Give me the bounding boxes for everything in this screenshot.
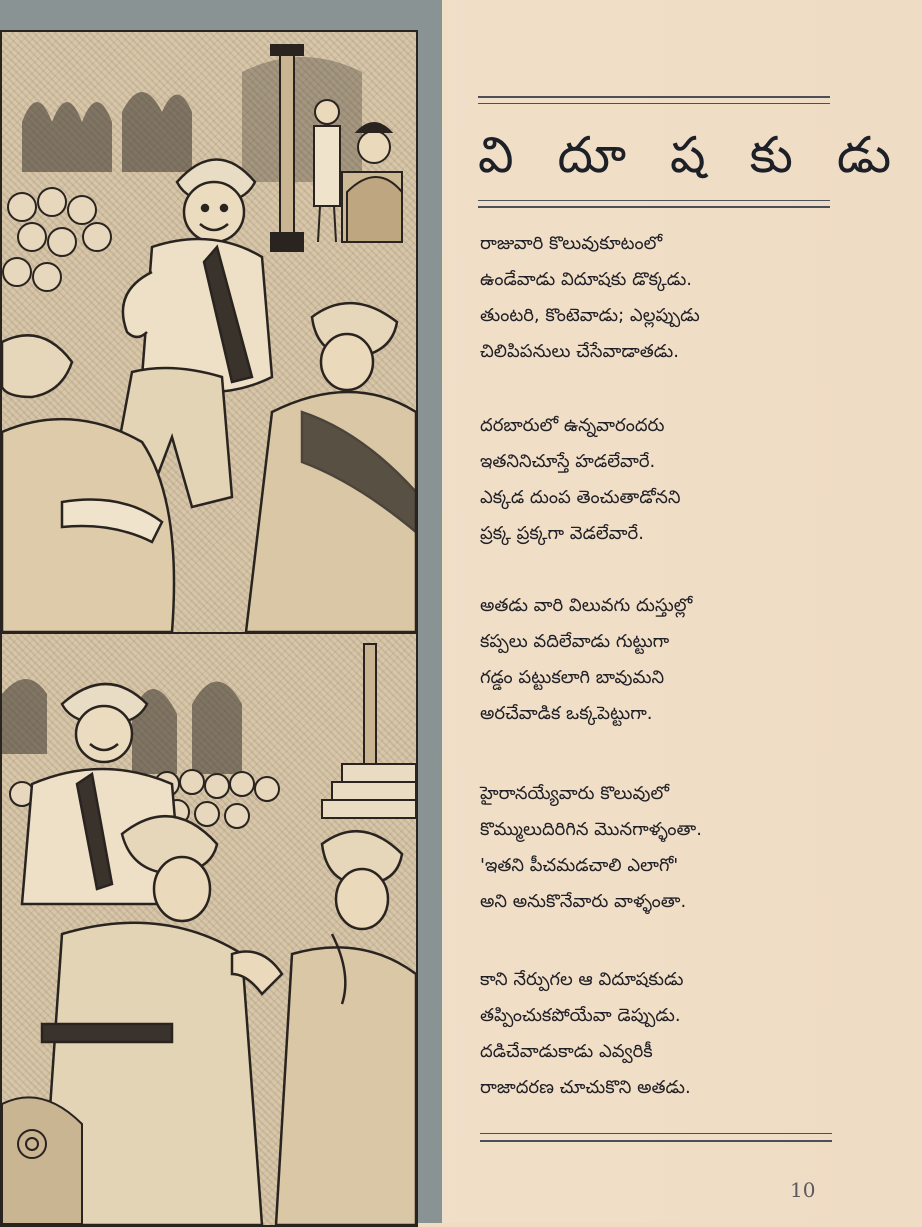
poem-line: కప్పలు వదిలేవాడు గుట్టుగా <box>480 631 670 652</box>
poem-line: దడిచేవాడుకాడు ఎవ్వరికీ <box>480 1041 653 1062</box>
poem-line: ఎక్కడ దుంప తెంచుతాడోనని <box>480 487 681 508</box>
poem-line: తుంటరి, కొంటెవాడు; ఎల్లప్పుడు <box>480 305 700 326</box>
poem-line: ఇతనినిచూస్తే హడలేవారే. <box>480 451 656 472</box>
title-rule-bottom-thin <box>478 200 830 201</box>
illustration-column <box>0 0 442 1223</box>
title-rule-top <box>478 96 830 98</box>
stanza-2 <box>480 408 840 552</box>
courtiers-drawing <box>2 634 416 1225</box>
poem-line: అరచేవాడిక ఒక్కపెట్టుగా. <box>480 703 653 724</box>
poem-line: తప్పించుకపోయేవా డెప్పుడు. <box>480 1005 681 1026</box>
poem-line: అతడు వారి విలువగు దుస్తుల్లో <box>480 595 693 616</box>
poem-line: గడ్డం పట్టుకలాగి బావుమని <box>480 667 665 688</box>
poem-line: ఉండేవాడు విదూషకు డొక్కడు. <box>480 269 693 290</box>
title-rule-bottom <box>478 206 830 208</box>
illustration-top-court-scene <box>0 30 418 634</box>
poem-title: వి దూ ష కు డు <box>478 126 906 184</box>
page-number: 10 <box>790 1178 816 1202</box>
stanza-3 <box>480 588 840 732</box>
poem-line: 'ఇతని పీచమడచాలి ఎలాగో' <box>480 855 679 876</box>
poem-line: కొమ్ములుదిరిగిన మొనగాళ్ళంతా. <box>480 819 702 840</box>
poem-line: దరబారులో ఉన్నవారందరు <box>480 415 665 436</box>
illustration-bottom-court-scene <box>0 632 418 1227</box>
poem-line: రాజువారి కొలువుకూటంలో <box>480 233 663 254</box>
stanza-4 <box>480 776 840 920</box>
poem-line: కాని నేర్పుగల ఆ విదూషకుడు <box>480 969 684 990</box>
stanza-1 <box>480 226 840 370</box>
poem-line: రాజాదరణ చూచుకొని అతడు. <box>480 1077 691 1098</box>
poem-line: హైరానయ్యేవారు కొలువులో <box>480 783 669 804</box>
stanza-5 <box>480 962 840 1106</box>
title-rule-top-thin <box>478 103 830 104</box>
court-jester-drawing <box>2 32 416 632</box>
poem-line: ప్రక్క ప్రక్కగా వెడలేవారే. <box>480 523 644 544</box>
poem-line: చిలిపిపనులు చేసేవాడాతడు. <box>480 341 679 362</box>
poem-line: అని అనుకొనేవారు వాళ్ళంతా. <box>480 891 687 912</box>
footer-rule-thin <box>480 1133 832 1134</box>
footer-rule <box>480 1140 832 1142</box>
